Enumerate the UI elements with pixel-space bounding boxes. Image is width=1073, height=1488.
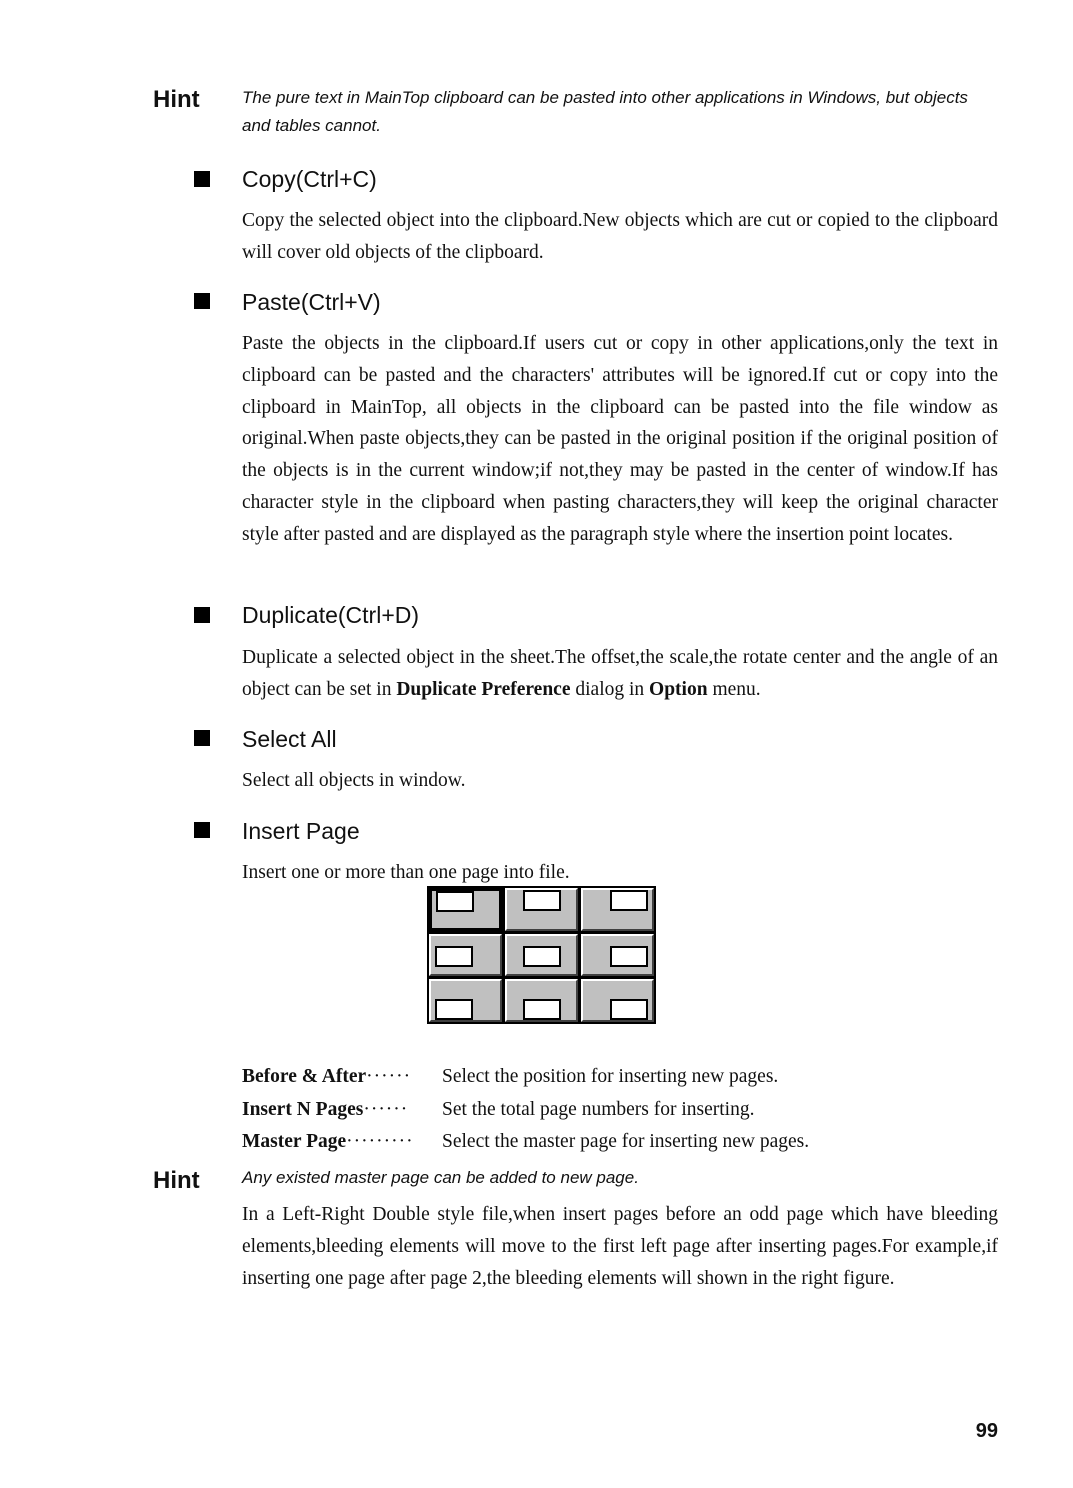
position-top-left[interactable] [429,888,502,931]
heading-paste: Paste(Ctrl+V) [242,289,381,315]
definition-desc: Select the position for inserting new pages. [442,1066,779,1087]
term: Before & After [242,1066,367,1087]
page-icon [610,890,648,911]
page-icon [610,946,648,967]
definition-row [242,1094,809,1127]
position-top-right[interactable] [581,888,654,931]
hint-text: The pure text in MainTop clipboard can be pasted into other applications in Windows, but objects and tables cannot. [242,88,968,135]
definition-term [242,1061,442,1094]
bullet-square [194,730,210,746]
position-bottom-right[interactable] [581,979,654,1022]
page-number: 99 [975,1420,998,1442]
body-copy [242,205,998,269]
body-insert-page [242,857,998,889]
body-duplicate [242,642,998,706]
text: Duplicate a selected object in the sheet.The offset,the scale,the rotate center and the angle of an object can be set in [242,647,998,700]
bullet-square [194,822,210,838]
position-middle-left[interactable] [429,934,502,977]
hint-text: Any existed master page can be added to new page. [242,1168,639,1187]
term: Master Page [242,1131,347,1152]
body-select-all [242,765,998,797]
position-bottom-center[interactable] [505,979,578,1022]
leader-dots: ········· [346,1131,414,1152]
position-top-center[interactable] [505,888,578,931]
page-icon [523,999,561,1020]
paragraph: Copy the selected object into the clipboard.New objects which are cut or copied to the clipboard will cover old objects of the clipboard. [242,210,998,263]
definition-row [242,1126,809,1159]
page-icon [435,946,473,967]
paragraph: Select all objects in window. [242,770,466,791]
definition-desc: Set the total page numbers for inserting. [442,1098,755,1120]
heading-select-all: Select All [242,726,337,752]
position-grid [427,886,656,1024]
position-bottom-left[interactable] [429,979,502,1022]
bold-term: Option [649,678,708,700]
definition-row [242,1061,809,1094]
paragraph: Insert one or more than one page into file. [242,862,570,883]
body-paste [242,328,998,551]
hint-label: Hint [153,86,200,113]
text: dialog in [570,678,650,700]
heading-insert-page: Insert Page [242,818,360,844]
heading-copy: Copy(Ctrl+C) [242,166,377,192]
bullet-square [194,171,210,187]
paragraph: In a Left-Right Double style file,when insert pages before an odd page which have bleeding elements,bleeding elements will move to the first left page after inserting pages.For example,if inserting one page after page 2,the bleeding elements will shown in the right figure. [242,1204,998,1289]
bullet-square [194,293,210,309]
term: Insert N Pages [242,1098,364,1120]
body-hint2 [242,1199,998,1294]
definition-list [242,1061,809,1159]
position-middle-center[interactable] [505,934,578,977]
definition-term [242,1094,442,1127]
page-icon [523,890,561,911]
paragraph: Paste the objects in the clipboard.If users cut or copy in other applications,only the text in clipboard can be pasted and the characters' attributes will be ignored.If cut or copy into the clipboard in MainTop, all objects in the clipboard can be pasted into the file window as original.When paste objects,they can be pasted in the original position if the original position of the objects is in the current window;if not,they may be pasted in the center of window.If has character style in the clipboard when pasting characters,they will keep the original character style after pasted and are displayed as the paragraph style where the insertion point locates. [242,333,998,545]
definition-desc: Select the master page for inserting new pages. [442,1131,810,1152]
page-icon [610,999,648,1020]
hint-label: Hint [153,1167,200,1194]
paragraph [242,642,998,706]
bullet-square [194,607,210,623]
position-middle-right[interactable] [581,934,654,977]
text: menu. [707,678,761,700]
definition-term [242,1126,442,1159]
leader-dots: ······ [366,1066,412,1087]
heading-duplicate: Duplicate(Ctrl+D) [242,602,420,628]
page-icon [523,946,561,967]
bold-term: Duplicate Preference [396,678,571,700]
page-icon [436,891,474,912]
page-icon [435,999,473,1020]
leader-dots: ······ [363,1098,409,1120]
